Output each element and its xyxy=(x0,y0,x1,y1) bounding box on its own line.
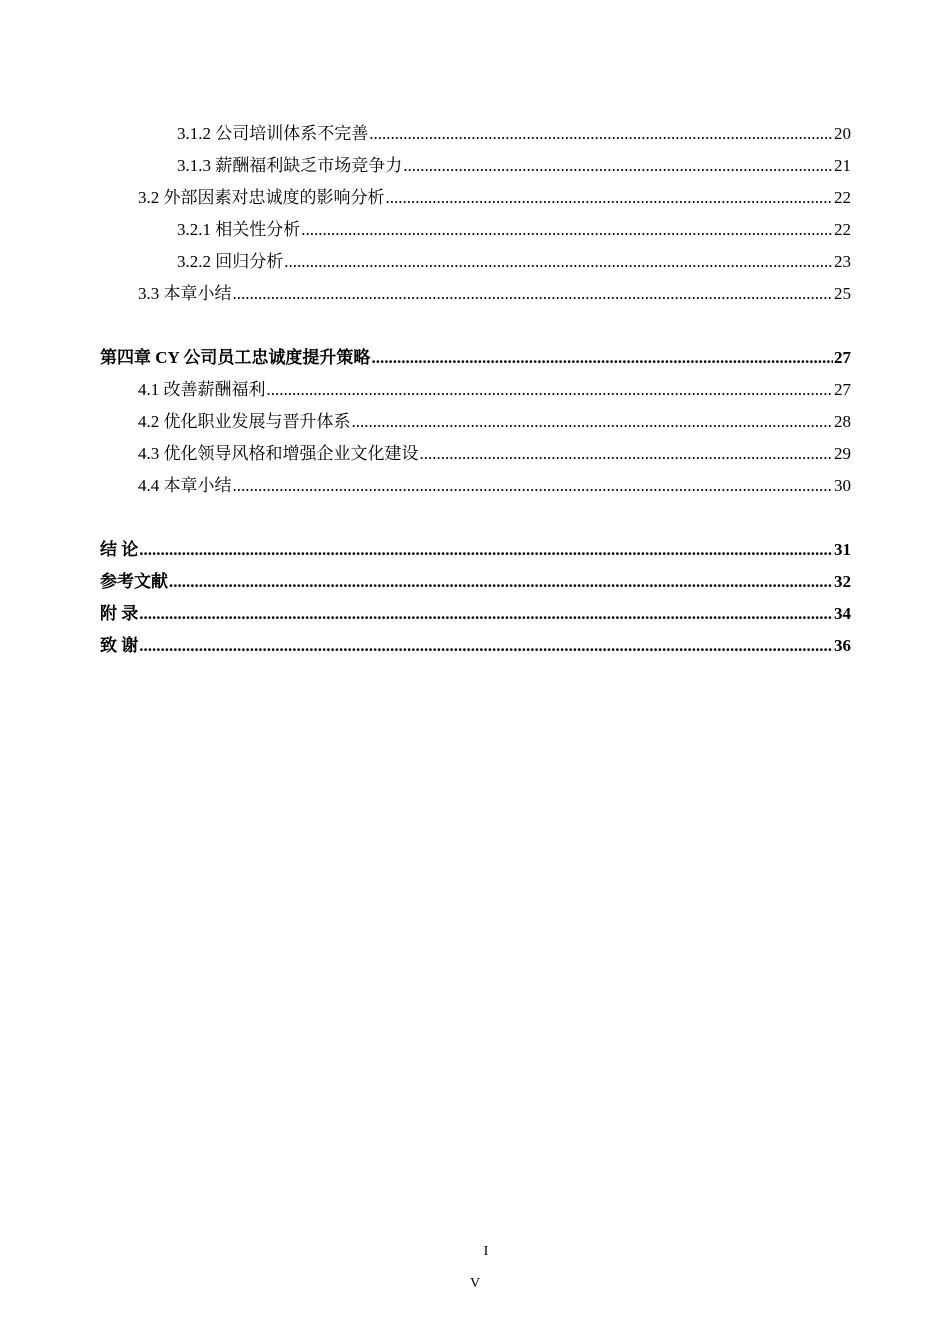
toc-leader-dots xyxy=(233,278,834,310)
toc-entry-page: 25 xyxy=(834,284,851,303)
toc-entry-page: 23 xyxy=(834,252,851,271)
page-number-roman: I xyxy=(483,1244,489,1259)
toc-entry-references[interactable] xyxy=(100,566,851,598)
toc-entry-page: 30 xyxy=(834,476,851,495)
toc-entry-chapter-4[interactable] xyxy=(100,342,851,374)
toc-entry-acknowledgements[interactable] xyxy=(100,630,851,662)
toc-entry-title: 4.3 优化领导风格和增强企业文化建设 xyxy=(138,444,419,463)
toc-entry-3-3[interactable] xyxy=(100,278,851,310)
toc-entry-conclusion[interactable] xyxy=(100,534,851,566)
toc-leader-dots xyxy=(352,406,834,438)
toc-entry-title: 3.1.3 薪酬福利缺乏市场竞争力 xyxy=(177,156,403,175)
toc-leader-dots xyxy=(233,470,834,502)
toc-entry-page: 20 xyxy=(834,124,851,143)
toc-entry-appendix[interactable] xyxy=(100,598,851,630)
toc-entry-3-2-2[interactable] xyxy=(100,246,851,278)
toc-entry-page: 34 xyxy=(834,604,851,623)
toc-entry-title: 参考文献 xyxy=(100,572,168,591)
toc-leader-dots xyxy=(139,534,833,566)
toc-leader-dots xyxy=(301,214,833,246)
toc-entry-4-1[interactable] xyxy=(100,374,851,406)
toc-leader-dots xyxy=(139,598,833,630)
toc-entry-title: 4.1 改善薪酬福利 xyxy=(138,380,266,399)
toc-entry-page: 22 xyxy=(834,188,851,207)
toc-entry-page: 29 xyxy=(834,444,851,463)
toc-entry-3-2-1[interactable] xyxy=(100,214,851,246)
toc-entry-page: 22 xyxy=(834,220,851,239)
toc-leader-dots xyxy=(139,630,833,662)
toc-entry-page: 21 xyxy=(834,156,851,175)
toc-leader-dots xyxy=(386,182,834,214)
toc-entry-title: 3.3 本章小结 xyxy=(138,284,232,303)
toc-leader-dots xyxy=(403,150,833,182)
toc-entry-page: 36 xyxy=(834,636,851,655)
toc-leader-dots xyxy=(369,118,833,150)
toc-entry-page: 27 xyxy=(834,380,851,399)
toc-entry-title: 第四章 CY 公司员工忠诚度提升策略 xyxy=(100,348,371,367)
toc-leader-dots xyxy=(169,566,833,598)
toc-entry-4-2[interactable] xyxy=(100,406,851,438)
toc-entry-title: 3.1.2 公司培训体系不完善 xyxy=(177,124,369,143)
toc-entry-title: 结 论 xyxy=(100,540,139,559)
toc-entry-page: 31 xyxy=(834,540,851,559)
toc-leader-dots xyxy=(284,246,833,278)
toc-entry-title: 3.2.2 回归分析 xyxy=(177,252,284,271)
toc-entry-page: 27 xyxy=(834,348,851,367)
toc-entry-title: 3.2 外部因素对忠诚度的影响分析 xyxy=(138,188,385,207)
page-number-letter: V xyxy=(469,1276,481,1291)
toc-entry-title: 致 谢 xyxy=(100,636,139,655)
toc-entry-title: 3.2.1 相关性分析 xyxy=(177,220,301,239)
toc-leader-dots xyxy=(371,342,833,374)
toc-leader-dots xyxy=(267,374,834,406)
toc-leader-dots xyxy=(420,438,834,470)
toc-entry-3-1-2[interactable] xyxy=(100,118,851,150)
toc-entry-3-2[interactable] xyxy=(100,182,851,214)
toc-entry-4-3[interactable] xyxy=(100,438,851,470)
toc-entry-title: 4.2 优化职业发展与晋升体系 xyxy=(138,412,351,431)
toc-entry-3-1-3[interactable] xyxy=(100,150,851,182)
toc-entry-page: 32 xyxy=(834,572,851,591)
toc-entry-4-4[interactable] xyxy=(100,470,851,502)
toc-entry-title: 4.4 本章小结 xyxy=(138,476,232,495)
toc-entry-title: 附 录 xyxy=(100,604,139,623)
table-of-contents xyxy=(100,118,851,662)
toc-entry-page: 28 xyxy=(834,412,851,431)
